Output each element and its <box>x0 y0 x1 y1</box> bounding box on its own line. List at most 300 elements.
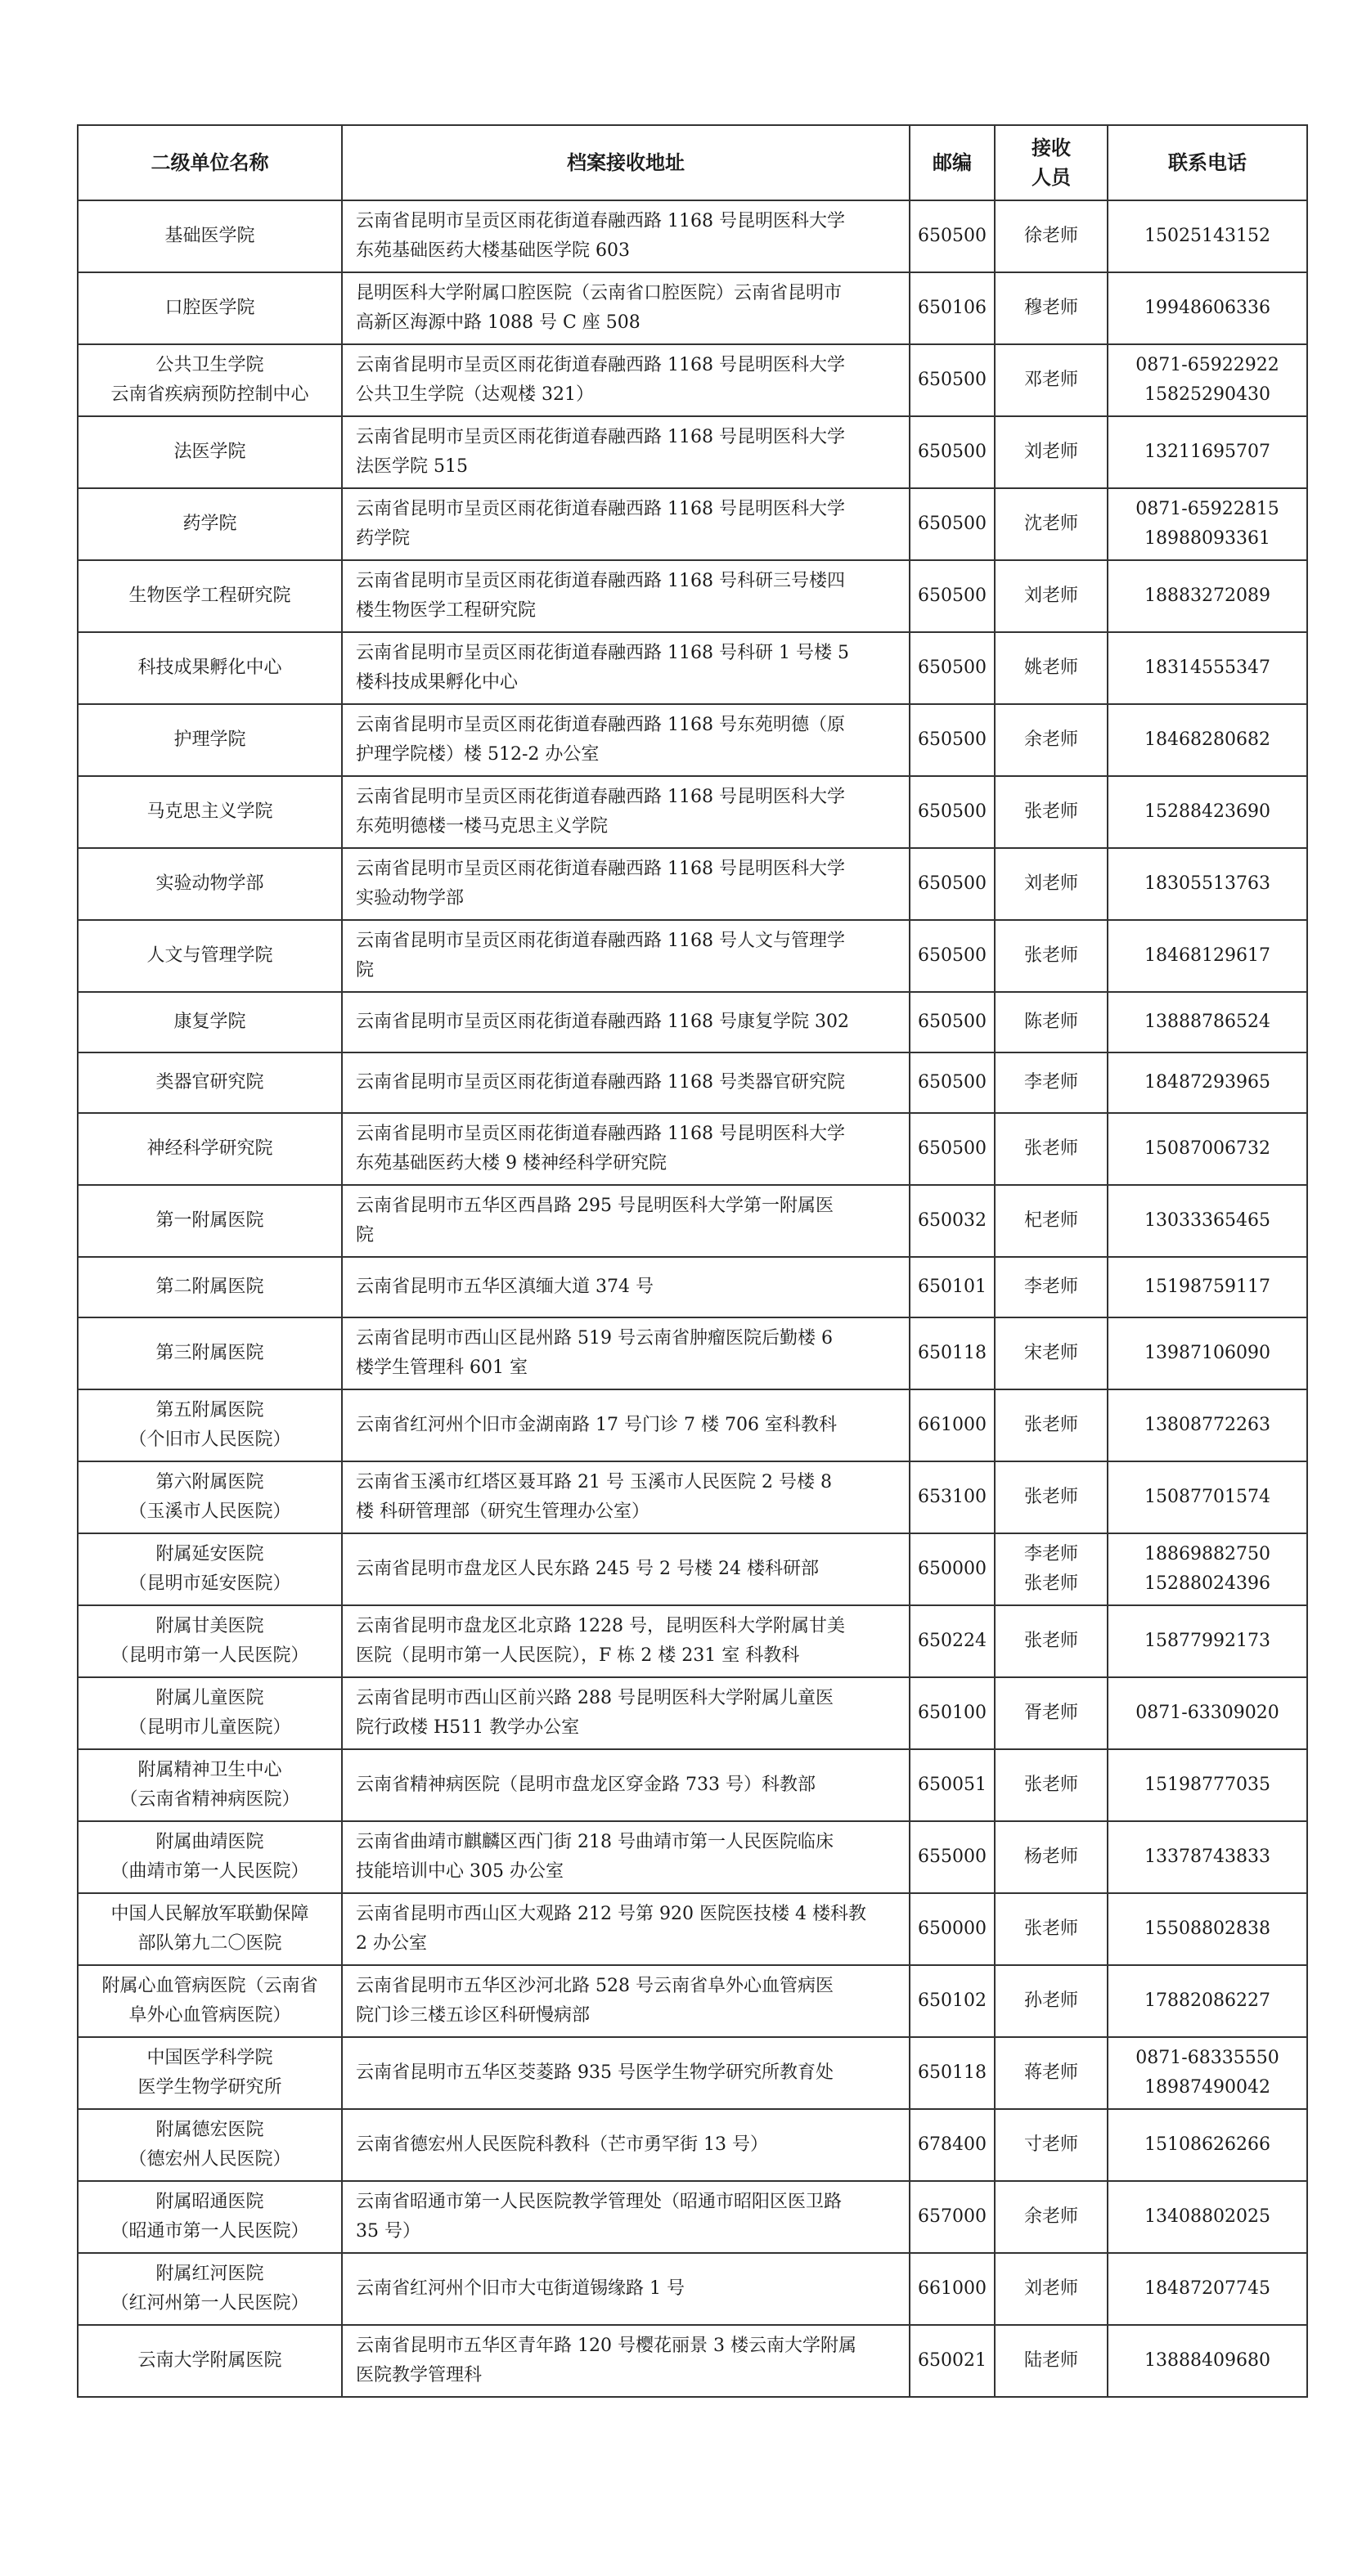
receiver-cell-line: 邓老师 <box>1023 370 1078 390</box>
phone-cell <box>1108 344 1307 416</box>
unit-name-cell <box>78 776 342 848</box>
postcode-cell: 650000 <box>910 1533 995 1605</box>
phone-cell-line: 18468129617 <box>1144 945 1270 966</box>
unit-name-cell <box>78 1965 342 2037</box>
address-cell-line: 云南省昆明市西山区昆州路 519 号云南省肿瘤医院后勤楼 6 <box>356 1328 833 1349</box>
phone-cell <box>1108 560 1307 632</box>
table-row <box>78 416 1307 488</box>
address-cell-line: 公共卫生学院（达观楼 321） <box>356 384 594 405</box>
address-cell <box>342 1605 910 1677</box>
address-cell <box>342 2325 910 2397</box>
unit-name-cell-line: 第三附属医院 <box>155 1343 264 1363</box>
postcode-cell: 650500 <box>910 1113 995 1185</box>
postcode-cell: 650500 <box>910 1052 995 1113</box>
receiver-cell <box>995 2325 1108 2397</box>
address-cell-line: 2 办公室 <box>356 1933 427 1954</box>
phone-cell <box>1108 416 1307 488</box>
phone-cell-line: 15508802838 <box>1144 1919 1270 1939</box>
phone-cell <box>1108 2109 1307 2181</box>
postcode-cell: 650500 <box>910 344 995 416</box>
table-row <box>78 1113 1307 1185</box>
table-row <box>78 560 1307 632</box>
unit-name-cell-line: （昆明市第一人民医院） <box>110 1645 309 1666</box>
unit-name-cell <box>78 992 342 1052</box>
header-postcode: 邮编 <box>910 125 995 200</box>
address-cell <box>342 1749 910 1821</box>
address-cell-line: 云南省昆明市盘龙区北京路 1228 号，昆明医科大学附属甘美 <box>356 1616 845 1636</box>
table-row <box>78 848 1307 920</box>
unit-name-cell-line: 马克思主义学院 <box>146 801 273 822</box>
unit-name-cell-line: 医学生物学研究所 <box>137 2077 282 2098</box>
receiver-cell <box>995 488 1108 560</box>
phone-cell-line: 18487207745 <box>1144 2278 1270 2299</box>
receiver-cell-line: 蒋老师 <box>1023 2062 1078 2083</box>
unit-name-cell <box>78 632 342 704</box>
receiver-cell-line: 余老师 <box>1023 729 1078 750</box>
address-cell-line: 院行政楼 H511 教学办公室 <box>356 1717 580 1738</box>
address-cell <box>342 848 910 920</box>
postcode-cell: 657000 <box>910 2181 995 2253</box>
unit-name-cell <box>78 416 342 488</box>
address-cell-line: 法医学院 515 <box>356 456 468 477</box>
table-row <box>78 1185 1307 1257</box>
receiver-cell-line: 李老师 <box>1023 1277 1078 1297</box>
address-cell-line: 云南省昆明市五华区滇缅大道 374 号 <box>356 1277 654 1297</box>
address-cell-line: 云南省红河州个旧市金湖南路 17 号门诊 7 楼 706 室科教科 <box>356 1415 837 1435</box>
address-cell-line: 东苑基础医药大楼基础医学院 603 <box>356 240 630 261</box>
address-cell <box>342 416 910 488</box>
phone-cell-line: 15288423690 <box>1144 801 1270 822</box>
address-cell <box>342 1533 910 1605</box>
postcode-cell: 678400 <box>910 2109 995 2181</box>
phone-cell-line: 13211695707 <box>1144 442 1270 462</box>
receiver-cell <box>995 992 1108 1052</box>
unit-name-cell-line: 云南大学附属医院 <box>137 2350 282 2371</box>
address-cell-line: 云南省昆明市呈贡区雨花街道春融西路 1168 号科研 1 号楼 5 <box>356 643 849 663</box>
postcode-cell: 650500 <box>910 920 995 992</box>
postcode-cell: 650118 <box>910 1317 995 1389</box>
address-cell <box>342 1257 910 1317</box>
unit-name-cell-line: （红河州第一人民医院） <box>110 2293 309 2313</box>
postcode-cell: 650500 <box>910 488 995 560</box>
phone-cell <box>1108 1113 1307 1185</box>
unit-name-cell-line: 实验动物学部 <box>155 873 264 894</box>
phone-cell-line: 13408802025 <box>1144 2206 1270 2227</box>
address-cell-line: 云南省昆明市呈贡区雨花街道春融西路 1168 号昆明医科大学 <box>356 211 845 231</box>
unit-name-cell <box>78 488 342 560</box>
address-cell-line: 楼 科研管理部（研究生管理办公室） <box>356 1501 650 1522</box>
unit-name-cell-line: （曲靖市第一人民医院） <box>110 1861 309 1882</box>
table-row <box>78 1317 1307 1389</box>
receiver-cell <box>995 1533 1108 1605</box>
address-cell-line: 云南省昆明市呈贡区雨花街道春融西路 1168 号康复学院 302 <box>356 1012 849 1032</box>
receiver-cell-line: 余老师 <box>1023 2206 1078 2227</box>
table-row <box>78 1965 1307 2037</box>
header-address: 档案接收地址 <box>342 125 910 200</box>
phone-cell-line: 13808772263 <box>1144 1415 1270 1435</box>
receiver-cell <box>995 344 1108 416</box>
phone-cell-line: 13987106090 <box>1144 1343 1270 1363</box>
unit-name-cell-line: 科技成果孵化中心 <box>137 657 282 678</box>
receiver-cell-line: 刘老师 <box>1023 442 1078 462</box>
receiver-cell <box>995 2181 1108 2253</box>
phone-cell-line: 18487293965 <box>1144 1072 1270 1093</box>
address-cell-line: 云南省昆明市五华区青年路 120 号樱花丽景 3 楼云南大学附属 <box>356 2336 856 2356</box>
address-cell <box>342 920 910 992</box>
receiver-cell <box>995 1461 1108 1533</box>
phone-cell-line: 13378743833 <box>1144 1847 1270 1867</box>
postcode-cell: 650106 <box>910 272 995 344</box>
receiver-cell <box>995 416 1108 488</box>
receiver-cell-line: 孙老师 <box>1023 1990 1078 2011</box>
unit-name-cell-line: （昭通市第一人民医院） <box>110 2221 309 2242</box>
receiver-cell-line: 张老师 <box>1023 1573 1078 1594</box>
unit-name-cell-line: 附属昭通医院 <box>155 2192 264 2212</box>
address-cell <box>342 776 910 848</box>
address-cell-line: 院 <box>356 1225 375 1245</box>
phone-cell-line: 15108626266 <box>1144 2134 1270 2155</box>
table-row <box>78 776 1307 848</box>
address-cell-line: 楼生物医学工程研究院 <box>356 600 537 621</box>
receiver-cell <box>995 1893 1108 1965</box>
table-row <box>78 1389 1307 1461</box>
phone-cell <box>1108 272 1307 344</box>
table-header-row <box>78 125 1307 200</box>
address-cell-line: 昆明医科大学附属口腔医院（云南省口腔医院）云南省昆明市 <box>356 283 843 303</box>
receiver-cell <box>995 1389 1108 1461</box>
phone-cell <box>1108 992 1307 1052</box>
phone-cell <box>1108 2325 1307 2397</box>
address-cell <box>342 272 910 344</box>
address-cell-line: 东苑明德楼一楼马克思主义学院 <box>356 816 609 837</box>
postcode-cell: 650101 <box>910 1257 995 1317</box>
receiver-cell <box>995 272 1108 344</box>
address-cell-line: 云南省昆明市呈贡区雨花街道春融西路 1168 号昆明医科大学 <box>356 427 845 447</box>
address-cell <box>342 2253 910 2325</box>
address-cell <box>342 200 910 272</box>
receiver-cell <box>995 2109 1108 2181</box>
phone-cell-line: 18988093361 <box>1144 528 1270 549</box>
unit-name-cell <box>78 1389 342 1461</box>
address-cell <box>342 632 910 704</box>
postcode-cell: 650500 <box>910 632 995 704</box>
unit-name-cell <box>78 1052 342 1113</box>
postcode-cell: 661000 <box>910 1389 995 1461</box>
phone-cell-line: 18314555347 <box>1144 657 1270 678</box>
postcode-cell: 650032 <box>910 1185 995 1257</box>
unit-name-cell <box>78 2109 342 2181</box>
unit-name-cell <box>78 1533 342 1605</box>
unit-name-cell <box>78 920 342 992</box>
address-cell-line: 院门诊三楼五诊区科研慢病部 <box>356 2005 591 2026</box>
receiver-cell <box>995 1185 1108 1257</box>
unit-name-cell-line: 第一附属医院 <box>155 1210 264 1231</box>
table-row <box>78 1052 1307 1113</box>
unit-name-cell-line: 类器官研究院 <box>155 1072 264 1093</box>
phone-cell <box>1108 848 1307 920</box>
postcode-cell: 650500 <box>910 416 995 488</box>
receiver-cell-line: 陆老师 <box>1023 2350 1078 2371</box>
unit-name-cell-line: 人文与管理学院 <box>146 945 273 966</box>
address-cell-line: 实验动物学部 <box>356 888 465 909</box>
phone-cell-line: 18468280682 <box>1144 729 1270 750</box>
receiver-cell <box>995 704 1108 776</box>
address-cell-line: 云南省昆明市西山区大观路 212 号第 920 医院医技楼 4 楼科教 <box>356 1904 866 1924</box>
receiver-cell <box>995 776 1108 848</box>
phone-cell <box>1108 1461 1307 1533</box>
phone-cell-line: 13888409680 <box>1144 2350 1270 2371</box>
address-cell-line: 云南省昆明市呈贡区雨花街道春融西路 1168 号昆明医科大学 <box>356 355 845 375</box>
postcode-cell: 650500 <box>910 992 995 1052</box>
unit-name-cell-line: 第六附属医院 <box>155 1472 264 1492</box>
unit-name-cell-line: （德宏州人民医院） <box>128 2149 291 2170</box>
archive-address-table <box>77 124 1308 2398</box>
table-row <box>78 1461 1307 1533</box>
receiver-cell <box>995 1677 1108 1749</box>
address-cell-line: 云南省昆明市呈贡区雨花街道春融西路 1168 号人文与管理学 <box>356 931 845 951</box>
unit-name-cell <box>78 1821 342 1893</box>
unit-name-cell-line: 附属精神卫生中心 <box>137 1760 282 1780</box>
address-cell <box>342 1965 910 2037</box>
address-cell-line: 云南省昆明市五华区茭菱路 935 号医学生物学研究所教育处 <box>356 2062 834 2083</box>
header-phone: 联系电话 <box>1108 125 1307 200</box>
receiver-cell <box>995 1113 1108 1185</box>
phone-cell <box>1108 1893 1307 1965</box>
unit-name-cell-line: 药学院 <box>182 514 237 534</box>
unit-name-cell-line: （云南省精神病医院） <box>119 1789 300 1810</box>
address-cell <box>342 1677 910 1749</box>
receiver-cell-line: 张老师 <box>1023 1919 1078 1939</box>
table-row <box>78 1605 1307 1677</box>
postcode-cell: 650051 <box>910 1749 995 1821</box>
phone-cell-line: 0871-65922922 <box>1135 355 1279 375</box>
receiver-cell-line: 张老师 <box>1023 1415 1078 1435</box>
postcode-cell: 661000 <box>910 2253 995 2325</box>
receiver-cell-line: 宋老师 <box>1023 1343 1078 1363</box>
unit-name-cell <box>78 2037 342 2109</box>
phone-cell-line: 15288024396 <box>1144 1573 1270 1594</box>
unit-name-cell-line: 康复学院 <box>173 1012 246 1032</box>
address-cell <box>342 2109 910 2181</box>
address-cell <box>342 1389 910 1461</box>
receiver-cell <box>995 1257 1108 1317</box>
unit-name-cell-line: 中国医学科学院 <box>146 2048 273 2068</box>
unit-name-cell <box>78 1677 342 1749</box>
receiver-cell-line: 徐老师 <box>1023 226 1078 246</box>
address-cell-line: 云南省曲靖市麒麟区西门街 218 号曲靖市第一人民医院临床 <box>356 1832 834 1852</box>
postcode-cell: 653100 <box>910 1461 995 1533</box>
phone-cell-line: 17882086227 <box>1144 1990 1270 2011</box>
receiver-cell <box>995 1965 1108 2037</box>
phone-cell-line: 15198759117 <box>1144 1277 1270 1297</box>
unit-name-cell <box>78 1317 342 1389</box>
table-row <box>78 1893 1307 1965</box>
table-row <box>78 488 1307 560</box>
address-cell <box>342 1821 910 1893</box>
address-cell-line: 云南省精神病医院（昆明市盘龙区穿金路 733 号）科教部 <box>356 1775 816 1795</box>
unit-name-cell-line: 法医学院 <box>173 442 246 462</box>
phone-cell-line: 0871-65922815 <box>1135 499 1279 519</box>
receiver-cell-line: 张老师 <box>1023 1487 1078 1507</box>
phone-cell-line: 18987490042 <box>1144 2077 1270 2098</box>
phone-cell <box>1108 2253 1307 2325</box>
table-row <box>78 1533 1307 1605</box>
table-row <box>78 1821 1307 1893</box>
address-cell-line: 医院（昆明市第一人民医院），F 栋 2 楼 231 室 科教科 <box>356 1645 800 1666</box>
unit-name-cell <box>78 2181 342 2253</box>
postcode-cell: 650500 <box>910 200 995 272</box>
phone-cell <box>1108 2181 1307 2253</box>
address-cell-line: 云南省昆明市呈贡区雨花街道春融西路 1168 号昆明医科大学 <box>356 787 845 807</box>
address-cell <box>342 2037 910 2109</box>
address-cell-line: 云南省昆明市呈贡区雨花街道春融西路 1168 号昆明医科大学 <box>356 859 845 879</box>
receiver-cell <box>995 920 1108 992</box>
receiver-cell-line: 寸老师 <box>1023 2134 1078 2155</box>
phone-cell <box>1108 1389 1307 1461</box>
unit-name-cell-line: 附属儿童医院 <box>155 1688 264 1708</box>
receiver-cell-line: 杞老师 <box>1023 1210 1078 1231</box>
receiver-cell <box>995 560 1108 632</box>
postcode-cell: 650500 <box>910 560 995 632</box>
address-cell <box>342 704 910 776</box>
unit-name-cell <box>78 200 342 272</box>
receiver-cell-line: 穆老师 <box>1023 298 1078 318</box>
unit-name-cell <box>78 272 342 344</box>
table-row <box>78 2325 1307 2397</box>
table-row <box>78 704 1307 776</box>
receiver-cell <box>995 1605 1108 1677</box>
receiver-cell <box>995 848 1108 920</box>
phone-cell-line: 18305513763 <box>1144 873 1270 894</box>
unit-name-cell <box>78 1113 342 1185</box>
unit-name-cell-line: 附属德宏医院 <box>155 2120 264 2140</box>
phone-cell-line: 15087006732 <box>1144 1138 1270 1159</box>
table-row <box>78 2109 1307 2181</box>
address-cell-line: 技能培训中心 305 办公室 <box>356 1861 564 1882</box>
phone-cell <box>1108 488 1307 560</box>
table-row <box>78 920 1307 992</box>
receiver-cell-line: 张老师 <box>1023 1775 1078 1795</box>
phone-cell <box>1108 1185 1307 1257</box>
unit-name-cell <box>78 704 342 776</box>
unit-name-cell-line: 阜外心血管病医院） <box>128 2005 291 2026</box>
table-row <box>78 1749 1307 1821</box>
address-cell <box>342 1893 910 1965</box>
receiver-cell <box>995 632 1108 704</box>
address-cell-line: 云南省昆明市盘龙区人民东路 245 号 2 号楼 24 楼科研部 <box>356 1559 819 1579</box>
phone-cell <box>1108 2037 1307 2109</box>
address-cell-line: 云南省昆明市五华区沙河北路 528 号云南省阜外心血管病医 <box>356 1976 834 1996</box>
unit-name-cell <box>78 2253 342 2325</box>
table-row <box>78 2037 1307 2109</box>
unit-name-cell <box>78 1605 342 1677</box>
unit-name-cell-line: 附属甘美医院 <box>155 1616 264 1636</box>
unit-name-cell <box>78 1185 342 1257</box>
unit-name-cell <box>78 2325 342 2397</box>
postcode-cell: 650500 <box>910 848 995 920</box>
address-cell-line: 云南省昆明市五华区西昌路 295 号昆明医科大学第一附属医 <box>356 1196 834 1216</box>
unit-name-cell <box>78 560 342 632</box>
unit-name-cell-line: （昆明市儿童医院） <box>128 1717 291 1738</box>
address-cell-line: 云南省德宏州人民医院科教科（芒市勇罕街 13 号） <box>356 2134 768 2155</box>
table-row <box>78 2181 1307 2253</box>
phone-cell <box>1108 1257 1307 1317</box>
header-receiver <box>995 125 1108 200</box>
phone-cell-line: 15087701574 <box>1144 1487 1270 1507</box>
phone-cell <box>1108 200 1307 272</box>
phone-cell <box>1108 632 1307 704</box>
address-cell-line: 东苑基础医药大楼 9 楼神经科学研究院 <box>356 1153 667 1174</box>
unit-name-cell-line: 公共卫生学院 <box>155 355 264 375</box>
receiver-cell-line: 刘老师 <box>1023 2278 1078 2299</box>
receiver-cell-line: 李老师 <box>1023 1544 1078 1564</box>
table-row <box>78 1677 1307 1749</box>
unit-name-cell-line: 附属曲靖医院 <box>155 1832 264 1852</box>
phone-cell-line: 18883272089 <box>1144 586 1270 606</box>
address-cell-line: 云南省玉溪市红塔区聂耳路 21 号 玉溪市人民医院 2 号楼 8 <box>356 1472 832 1492</box>
postcode-cell: 650000 <box>910 1893 995 1965</box>
phone-cell-line: 15877992173 <box>1144 1631 1270 1651</box>
phone-cell <box>1108 1533 1307 1605</box>
receiver-cell-line: 陈老师 <box>1023 1012 1078 1032</box>
address-cell-line: 医院教学管理科 <box>356 2365 483 2385</box>
receiver-cell-line: 张老师 <box>1023 1631 1078 1651</box>
unit-name-cell <box>78 1257 342 1317</box>
table-row <box>78 1257 1307 1317</box>
address-cell-line: 院 <box>356 960 375 981</box>
unit-name-cell-line: 云南省疾病预防控制中心 <box>110 384 309 405</box>
table-row <box>78 272 1307 344</box>
table-row <box>78 344 1307 416</box>
address-cell <box>342 992 910 1052</box>
receiver-cell-line: 刘老师 <box>1023 586 1078 606</box>
receiver-cell-line: 刘老师 <box>1023 873 1078 894</box>
address-cell-line: 楼科技成果孵化中心 <box>356 672 519 693</box>
address-cell <box>342 1185 910 1257</box>
address-cell <box>342 1052 910 1113</box>
phone-cell <box>1108 1749 1307 1821</box>
address-cell-line: 云南省昆明市呈贡区雨花街道春融西路 1168 号科研三号楼四 <box>356 571 845 591</box>
receiver-cell <box>995 1821 1108 1893</box>
phone-cell <box>1108 920 1307 992</box>
address-cell-line: 护理学院楼）楼 512-2 办公室 <box>356 744 600 765</box>
phone-cell-line: 13888786524 <box>1144 1012 1270 1032</box>
address-cell <box>342 1461 910 1533</box>
table-row <box>78 632 1307 704</box>
phone-cell-line: 19948606336 <box>1144 298 1270 318</box>
phone-cell-line: 15198777035 <box>1144 1775 1270 1795</box>
address-cell <box>342 1113 910 1185</box>
unit-name-cell-line: 中国人民解放军联勤保障 <box>110 1904 309 1924</box>
phone-cell-line: 18869882750 <box>1144 1544 1270 1564</box>
unit-name-cell <box>78 1461 342 1533</box>
unit-name-cell-line: 第五附属医院 <box>155 1400 264 1420</box>
address-cell-line: 云南省红河州个旧市大屯街道锡缘路 1 号 <box>356 2278 685 2299</box>
table-row <box>78 992 1307 1052</box>
phone-cell-line: 0871-63309020 <box>1135 1703 1279 1723</box>
table-body <box>78 200 1307 2397</box>
unit-name-cell <box>78 1749 342 1821</box>
unit-name-cell-line: 附属红河医院 <box>155 2264 264 2284</box>
table-row <box>78 200 1307 272</box>
address-cell-line: 云南省昆明市西山区前兴路 288 号昆明医科大学附属儿童医 <box>356 1688 834 1708</box>
receiver-cell <box>995 200 1108 272</box>
receiver-cell <box>995 1749 1108 1821</box>
unit-name-cell-line: 生物医学工程研究院 <box>128 586 291 606</box>
unit-name-cell-line: 第二附属医院 <box>155 1277 264 1297</box>
phone-cell-line: 15025143152 <box>1144 226 1270 246</box>
phone-cell <box>1108 1317 1307 1389</box>
